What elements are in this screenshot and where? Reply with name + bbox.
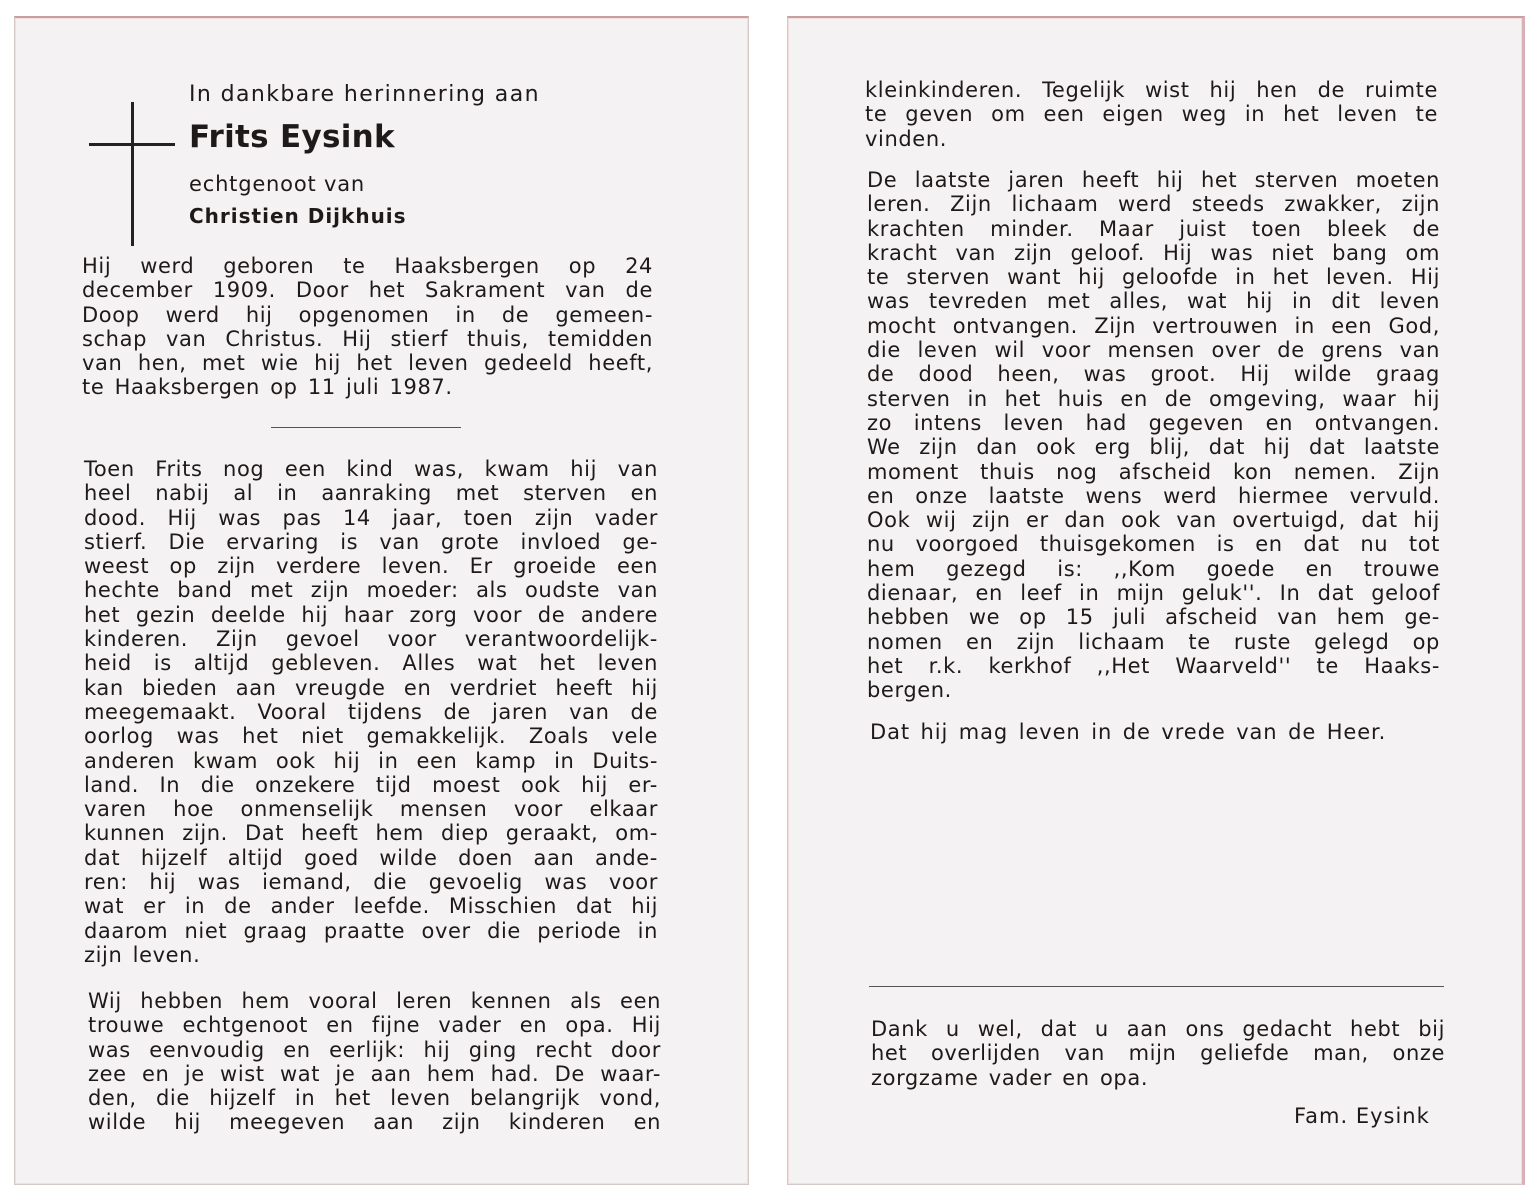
text-line: stierf. Die ervaring is van grote invloed ge- (84, 529, 658, 554)
text-line: kleinkinderen. Tegelijk wist hij hen de ruimte (865, 78, 1438, 102)
relation-label: echtgenoot van (189, 172, 365, 196)
text-line: te geven om een eigen weg in het leven te (865, 102, 1438, 127)
text-line: wat er in de ander leefde. Misschien dat hij (84, 894, 658, 919)
text-line: kracht van zijn geloof. Hij was niet bang om (867, 240, 1440, 265)
thanks-paragraph (871, 1017, 1445, 1090)
text-line: vinden. (865, 126, 948, 151)
biography-paragraph (84, 457, 658, 967)
text-line: zo intens leven had gegeven en ontvangen. (867, 410, 1440, 435)
cross-icon-horizontal (89, 143, 175, 146)
text-line: heel nabij al in aanraking met sterven en (84, 481, 658, 506)
text-line: mocht ontvangen. Zijn vertrouwen in een God, (867, 313, 1440, 338)
family-paragraph (88, 989, 661, 1135)
text-line: krachten minder. Maar juist toen bleek de (867, 216, 1440, 241)
text-line: Hij werd geboren te Haaksbergen op 24 (82, 254, 653, 278)
final-years-paragraph (867, 168, 1440, 703)
text-line: nu voorgoed thuisgekomen is en dat nu tot (867, 532, 1440, 557)
text-line: trouwe echtgenoot en fijne vader en opa. Hij (88, 1013, 661, 1038)
text-line: Ook wij zijn er dan ook van overtuigd, dat hij (867, 508, 1440, 533)
family-signature: Fam. Eysink (1294, 1104, 1430, 1128)
intro-paragraph (82, 254, 653, 400)
text-line: te sterven want hij geloofde in het leven. Hij (867, 265, 1440, 290)
text-line: dienaar, en leef in mijn geluk''. In dat geloof (867, 581, 1440, 606)
closing-prayer: Dat hij mag leven in de vrede van de Heer. (870, 720, 1387, 744)
text-line: varen hoe onmenselijk mensen voor elkaar (84, 797, 658, 822)
spouse-name: Christien Dijkhuis (189, 204, 407, 228)
text-line: Toen Frits nog een kind was, kwam hij van (84, 457, 658, 481)
text-line: sterven in het huis en de omgeving, waar hij (867, 386, 1440, 411)
text-line: De laatste jaren heeft hij het sterven moeten (867, 168, 1440, 192)
text-line: heid is altijd gebleven. Alles wat het leven (84, 651, 658, 676)
text-line: van hen, met wie hij het leven gedeeld heeft, (82, 351, 653, 376)
deceased-name: Frits Eysink (189, 119, 395, 155)
text-line: bergen. (867, 678, 952, 703)
left-card-page (14, 16, 749, 1185)
text-line: het overlijden van mijn geliefde man, onze (871, 1041, 1445, 1066)
text-line: zijn leven. (84, 942, 201, 967)
text-line: oorlog was het niet gemakkelijk. Zoals vele (84, 724, 658, 749)
text-line: meegemaakt. Vooral tijdens de jaren van de (84, 699, 658, 724)
text-line: en onze laatste wens werd hiermee vervuld. (867, 483, 1440, 508)
text-line: Doop werd hij opgenomen in de gemeen- (82, 302, 653, 327)
text-line: hebben we op 15 juli afscheid van hem ge- (867, 605, 1440, 630)
text-line: zee en je wist wat je aan hem had. De waar- (88, 1061, 661, 1086)
text-line: nomen en zijn lichaam te ruste gelegd op (867, 629, 1440, 654)
text-line: kan bieden aan vreugde en verdriet heeft hij (84, 675, 658, 700)
text-line: hechte band met zijn moeder: als oudste van (84, 578, 658, 603)
memorial-heading: In dankbare herinnering aan (189, 82, 540, 107)
text-line: de dood heen, was groot. Hij wilde graag (867, 362, 1440, 387)
continuation-paragraph (865, 78, 1438, 151)
text-line: anderen kwam ook hij in een kamp in Duits- (84, 748, 658, 773)
text-line: die leven wil voor mensen over de grens van (867, 338, 1440, 363)
cross-icon-vertical (131, 102, 134, 246)
divider-bottom (869, 986, 1444, 987)
text-line: land. In die onzekere tijd moest ook hij er- (84, 772, 658, 797)
text-line: Dank u wel, dat u aan ons gedacht hebt bij (871, 1017, 1445, 1041)
text-line: was eenvoudig en eerlijk: hij ging recht door (88, 1037, 661, 1062)
text-line: Wij hebben hem vooral leren kennen als een (88, 989, 661, 1013)
text-line: kinderen. Zijn gevoel voor verantwoordelijk- (84, 627, 658, 652)
text-line: den, die hijzelf in het leven belangrijk vond, (88, 1086, 661, 1111)
divider (271, 427, 461, 428)
text-line: december 1909. Door het Sakrament van de (82, 278, 653, 303)
right-card-page (787, 16, 1525, 1185)
text-line: wilde hij meegeven aan zijn kinderen en (88, 1110, 661, 1135)
text-line: het gezin deelde hij haar zorg voor de andere (84, 602, 658, 627)
text-line: We zijn dan ook erg blij, dat hij dat laatste (867, 435, 1440, 460)
text-line: kunnen zijn. Dat heeft hem diep geraakt, om- (84, 821, 658, 846)
text-line: schap van Christus. Hij stierf thuis, temidden (82, 326, 653, 351)
text-line: te Haaksbergen op 11 juli 1987. (82, 375, 453, 400)
text-line: dat hijzelf altijd goed wilde doen aan ande- (84, 845, 658, 870)
text-line: weest op zijn verdere leven. Er groeide een (84, 554, 658, 579)
text-line: het r.k. kerkhof ,,Het Waarveld'' te Haaks- (867, 653, 1440, 678)
text-line: moment thuis nog afscheid kon nemen. Zijn (867, 459, 1440, 484)
text-line: zorgzame vader en opa. (871, 1065, 1149, 1090)
text-line: daarom niet graag praatte over die periode in (84, 918, 658, 943)
text-line: hem gezegd is: ,,Kom goede en trouwe (867, 556, 1440, 581)
text-line: leren. Zijn lichaam werd steeds zwakker, zijn (867, 192, 1440, 217)
text-line: ren: hij was iemand, die gevoelig was voor (84, 870, 658, 895)
text-line: was tevreden met alles, wat hij in dit leven (867, 289, 1440, 314)
text-line: dood. Hij was pas 14 jaar, toen zijn vader (84, 505, 658, 530)
